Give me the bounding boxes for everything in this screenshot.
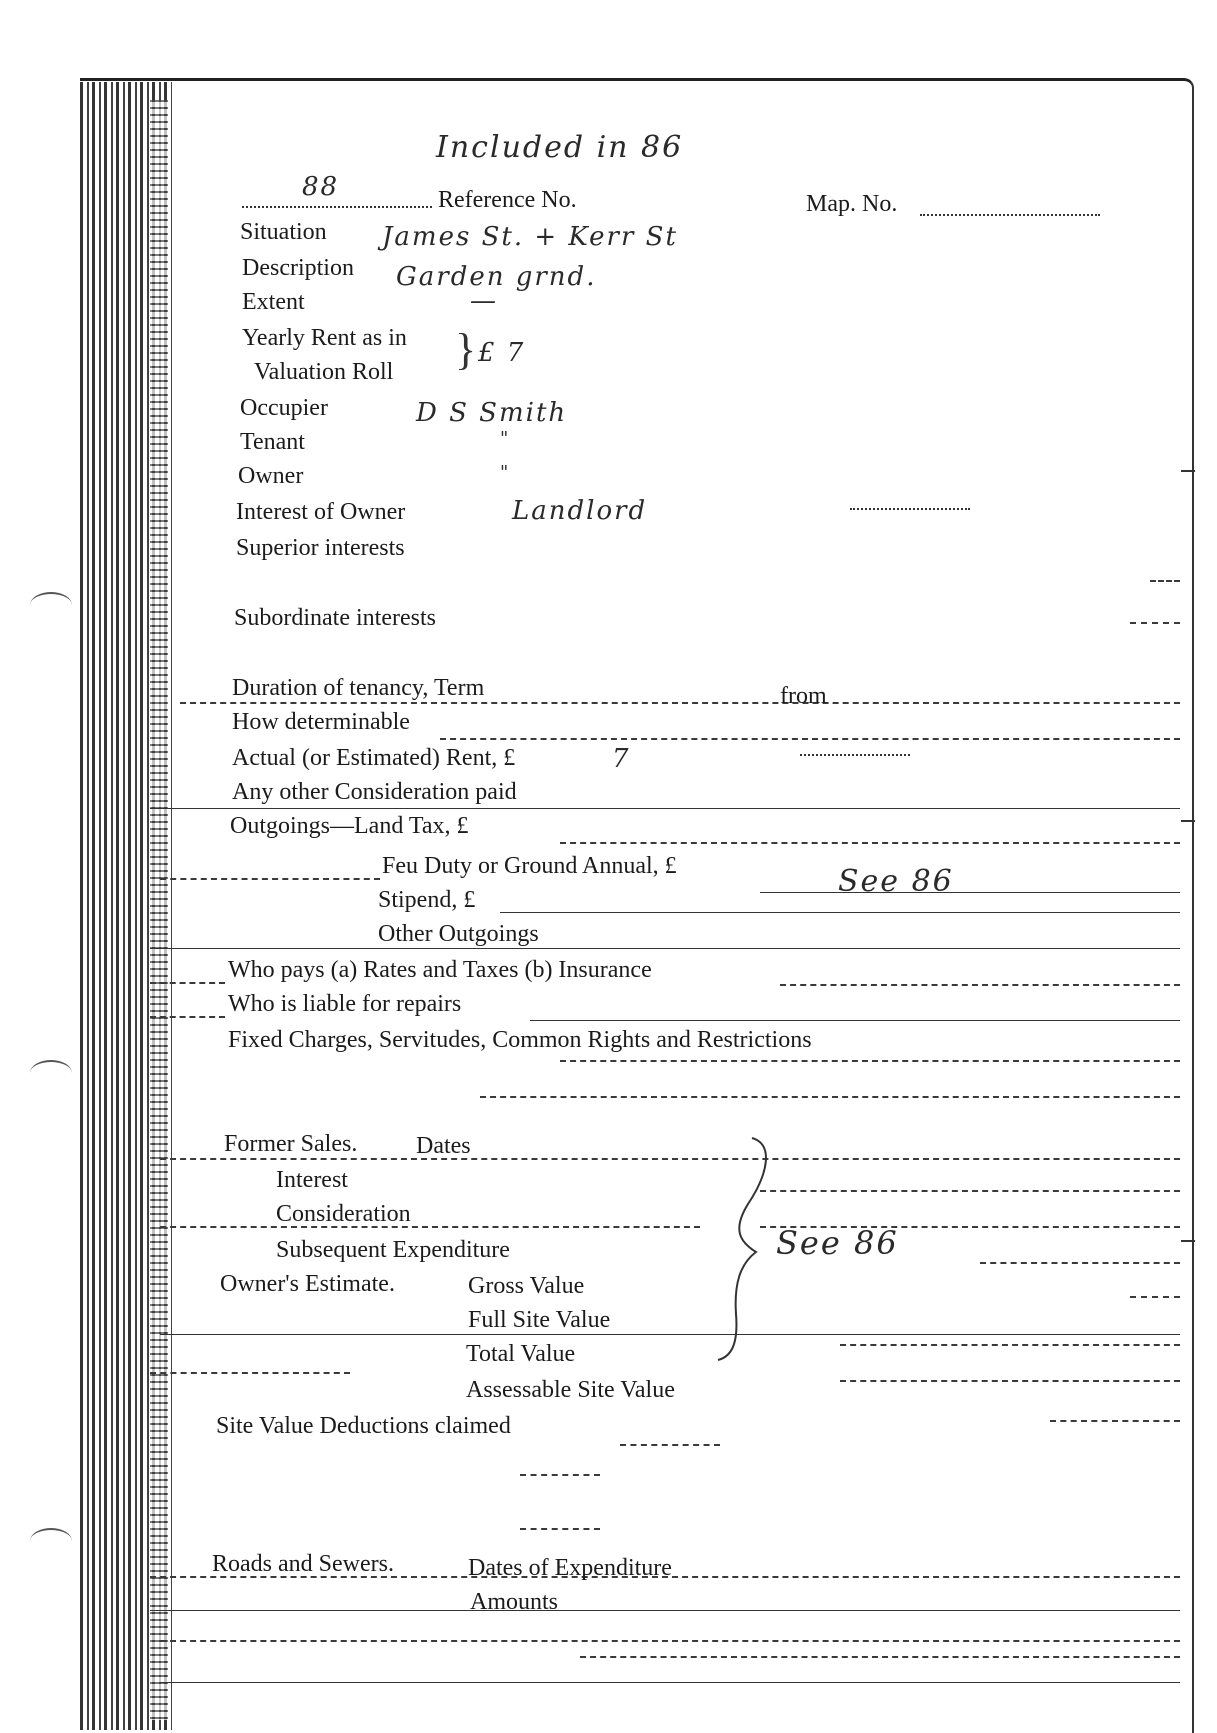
rule-line [150, 1016, 225, 1018]
rule-line [840, 1380, 1180, 1382]
rule-line [1130, 1296, 1180, 1298]
rule-line [440, 738, 1180, 740]
occupier-label: Occupier [240, 395, 328, 421]
actual-rent-label: Actual (or Estimated) Rent, £ [232, 745, 516, 771]
edge-mark [1181, 1240, 1195, 1242]
map-line [920, 214, 1100, 216]
occupier-value: D S Smith [416, 398, 568, 428]
subordinate-label: Subordinate interests [234, 605, 436, 631]
other-consideration-label: Any other Consideration paid [232, 779, 517, 805]
punch-hole [30, 592, 72, 618]
stipend-label: Stipend, £ [378, 887, 476, 913]
owner-label: Owner [238, 463, 304, 489]
rule-line [780, 984, 1180, 986]
margin-mark [1130, 622, 1180, 624]
reference-line [242, 206, 432, 208]
binding-stitching [150, 100, 168, 1720]
total-value-label: Total Value [466, 1341, 576, 1367]
who-pays-label: Who pays (a) Rates and Taxes (b) Insurance [228, 957, 652, 983]
rule-line [760, 892, 1180, 893]
duration-label: Duration of tenancy, Term [232, 675, 485, 701]
rule-line [160, 1158, 1180, 1160]
rule-line [520, 1474, 600, 1476]
rule-line [840, 1344, 1180, 1346]
punch-hole [30, 1528, 72, 1554]
rule-line [560, 1060, 1180, 1062]
rule-line [1050, 1420, 1180, 1422]
outgoings-label: Outgoings—Land Tax, £ [230, 813, 469, 839]
full-site-value-label: Full Site Value [468, 1307, 611, 1333]
curly-brace [712, 1134, 782, 1364]
roads-dates-label: Dates of Expenditure [468, 1555, 672, 1581]
handwritten-note: Included in 86 [436, 130, 684, 165]
rule-line [150, 948, 1180, 949]
feu-value: See 86 [838, 864, 954, 899]
rule-line [160, 1226, 700, 1228]
rule-line [760, 1190, 1180, 1192]
gross-value-label: Gross Value [468, 1273, 585, 1299]
fixed-charges-label: Fixed Charges, Servitudes, Common Rights and Restrictions [228, 1027, 812, 1053]
rent-label-line-1: Yearly Rent as in [242, 325, 407, 351]
rent-value: £ 7 [478, 338, 526, 368]
rent-label-line-2: Valuation Roll [254, 359, 394, 385]
rule-line [520, 1528, 600, 1530]
assessable-value-label: Assessable Site Value [466, 1377, 675, 1403]
rule-line [560, 842, 1180, 844]
description-label: Description [242, 255, 354, 281]
repairs-label: Who is liable for repairs [228, 991, 462, 1017]
punch-hole [30, 1060, 72, 1086]
dates-label: Dates [416, 1133, 471, 1159]
description-value: Garden grnd. [396, 262, 597, 292]
sales-interest-label: Interest [276, 1167, 348, 1193]
reference-label: Reference No. [438, 187, 577, 213]
extent-value: — [470, 286, 498, 316]
edge-mark [1181, 470, 1195, 472]
subsequent-label: Subsequent Expenditure [276, 1237, 510, 1263]
determinable-label: How determinable [232, 709, 410, 735]
roads-label: Roads and Sewers. [212, 1551, 394, 1577]
rule-line [160, 878, 380, 880]
rule-line [620, 1444, 720, 1446]
rule-line [500, 912, 1180, 913]
rule-line [160, 1640, 1180, 1642]
other-outgoings-label: Other Outgoings [378, 921, 539, 947]
tenant-value: " [500, 428, 511, 449]
interest-line [850, 508, 970, 510]
rule-line [580, 1656, 1180, 1658]
deductions-label: Site Value Deductions claimed [216, 1413, 511, 1439]
map-label: Map. No. [806, 191, 898, 217]
brace-note: See 86 [776, 1224, 899, 1262]
interest-value: Landlord [512, 496, 648, 526]
rule-line [150, 1610, 1180, 1611]
extent-label: Extent [242, 289, 305, 315]
rule-line [150, 982, 225, 984]
rule-line [980, 1262, 1180, 1264]
situation-label: Situation [240, 219, 327, 245]
situation-value: James St. + Kerr St [382, 222, 678, 252]
estimate-label: Owner's Estimate. [220, 1271, 395, 1297]
edge-mark [1181, 820, 1195, 822]
rule-line [150, 808, 1180, 809]
rule-line [530, 1020, 1180, 1021]
feu-label: Feu Duty or Ground Annual, £ [382, 853, 677, 879]
tenant-label: Tenant [240, 429, 305, 455]
consideration-label: Consideration [276, 1201, 411, 1227]
rent-brace: } [455, 325, 477, 374]
rule-line [480, 1096, 1180, 1098]
actual-rent-value: 7 [612, 744, 631, 774]
rule-line [150, 1372, 350, 1374]
from-label: from [780, 683, 827, 709]
reference-value: 88 [302, 172, 340, 202]
margin-mark [1150, 580, 1180, 582]
superior-label: Superior interests [236, 535, 405, 561]
interest-label: Interest of Owner [236, 499, 406, 525]
owner-value: " [500, 462, 511, 483]
rent-dots [800, 754, 910, 756]
roads-amounts-label: Amounts [470, 1589, 559, 1615]
rule-line [160, 1334, 1180, 1335]
rule-line [160, 1682, 1180, 1683]
rule-line [180, 702, 1180, 704]
former-sales-label: Former Sales. [224, 1131, 358, 1157]
